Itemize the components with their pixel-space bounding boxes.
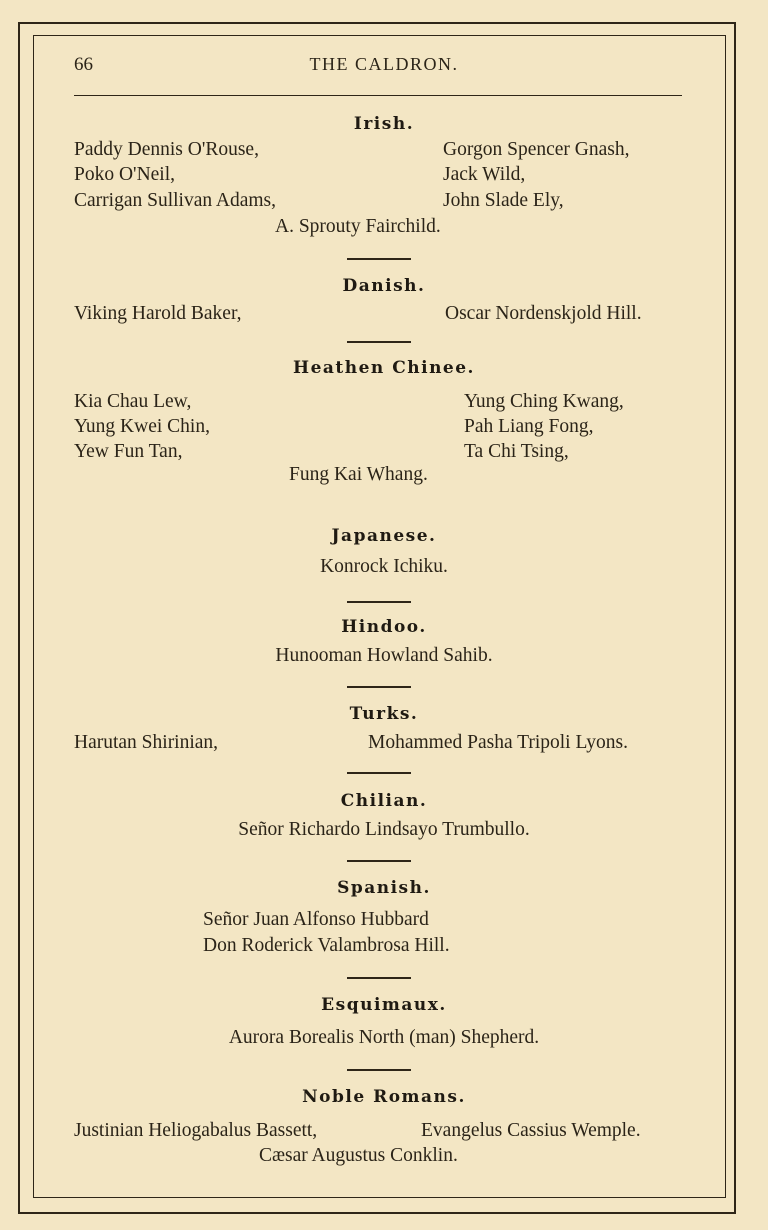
name-entry: Ta Chi Tsing, bbox=[464, 441, 569, 462]
section-heading-esquimaux: Esquimaux. bbox=[321, 995, 447, 1015]
section-heading-noble-romans: Noble Romans. bbox=[302, 1087, 466, 1107]
name-entry: Pah Liang Fong, bbox=[464, 416, 594, 437]
name-entry: Oscar Nordenskjold Hill. bbox=[445, 303, 642, 324]
name-entry: Evangelus Cassius Wemple. bbox=[421, 1120, 641, 1141]
section-heading-danish: Danish. bbox=[342, 276, 426, 296]
name-entry: Jack Wild, bbox=[443, 164, 526, 185]
name-entry: Yung Kwei Chin, bbox=[74, 416, 210, 437]
name-entry: Don Roderick Valambrosa Hill. bbox=[203, 935, 450, 956]
name-entry: Señor Richardo Lindsayo Trumbullo. bbox=[238, 819, 530, 840]
section-divider bbox=[347, 258, 411, 260]
name-entry: Hunooman Howland Sahib. bbox=[275, 645, 493, 666]
section-heading-japanese: Japanese. bbox=[331, 526, 437, 546]
name-entry: Gorgon Spencer Gnash, bbox=[443, 139, 630, 160]
section-divider bbox=[347, 772, 411, 774]
section-heading-turks: Turks. bbox=[349, 704, 419, 724]
section-heading-heathen-chinee: Heathen Chinee. bbox=[293, 358, 475, 378]
name-entry: Kia Chau Lew, bbox=[74, 391, 192, 412]
section-heading-spanish: Spanish. bbox=[337, 878, 431, 898]
name-entry: A. Sprouty Fairchild. bbox=[275, 216, 441, 237]
section-divider bbox=[347, 1069, 411, 1071]
section-divider bbox=[347, 977, 411, 979]
section-divider bbox=[347, 860, 411, 862]
name-entry: John Slade Ely, bbox=[443, 190, 564, 211]
section-divider bbox=[347, 686, 411, 688]
name-entry: Konrock Ichiku. bbox=[320, 556, 448, 577]
name-entry: Justinian Heliogabalus Bassett, bbox=[74, 1120, 318, 1141]
page-number: 66 bbox=[74, 54, 93, 75]
name-entry: Yew Fun Tan, bbox=[74, 441, 183, 462]
header-rule bbox=[74, 95, 682, 96]
section-heading-irish: Irish. bbox=[353, 114, 415, 134]
name-entry: Fung Kai Whang. bbox=[289, 464, 428, 485]
name-entry: Harutan Shirinian, bbox=[74, 732, 219, 753]
running-title: THE CALDRON. bbox=[309, 54, 459, 74]
name-entry: Viking Harold Baker, bbox=[74, 303, 242, 324]
section-divider bbox=[347, 341, 411, 343]
name-entry: Señor Juan Alfonso Hubbard bbox=[203, 909, 429, 930]
name-entry: Mohammed Pasha Tripoli Lyons. bbox=[368, 732, 629, 753]
name-entry: Yung Ching Kwang, bbox=[464, 391, 624, 412]
name-entry: Aurora Borealis North (man) Shepherd. bbox=[228, 1027, 540, 1048]
section-heading-chilian: Chilian. bbox=[340, 791, 428, 811]
name-entry: Carrigan Sullivan Adams, bbox=[74, 190, 277, 211]
name-entry: Cæsar Augustus Conklin. bbox=[259, 1145, 458, 1166]
name-entry: Poko O'Neil, bbox=[74, 164, 176, 185]
section-heading-hindoo: Hindoo. bbox=[341, 617, 427, 637]
name-entry: Paddy Dennis O'Rouse, bbox=[74, 139, 259, 160]
section-divider bbox=[347, 601, 411, 603]
